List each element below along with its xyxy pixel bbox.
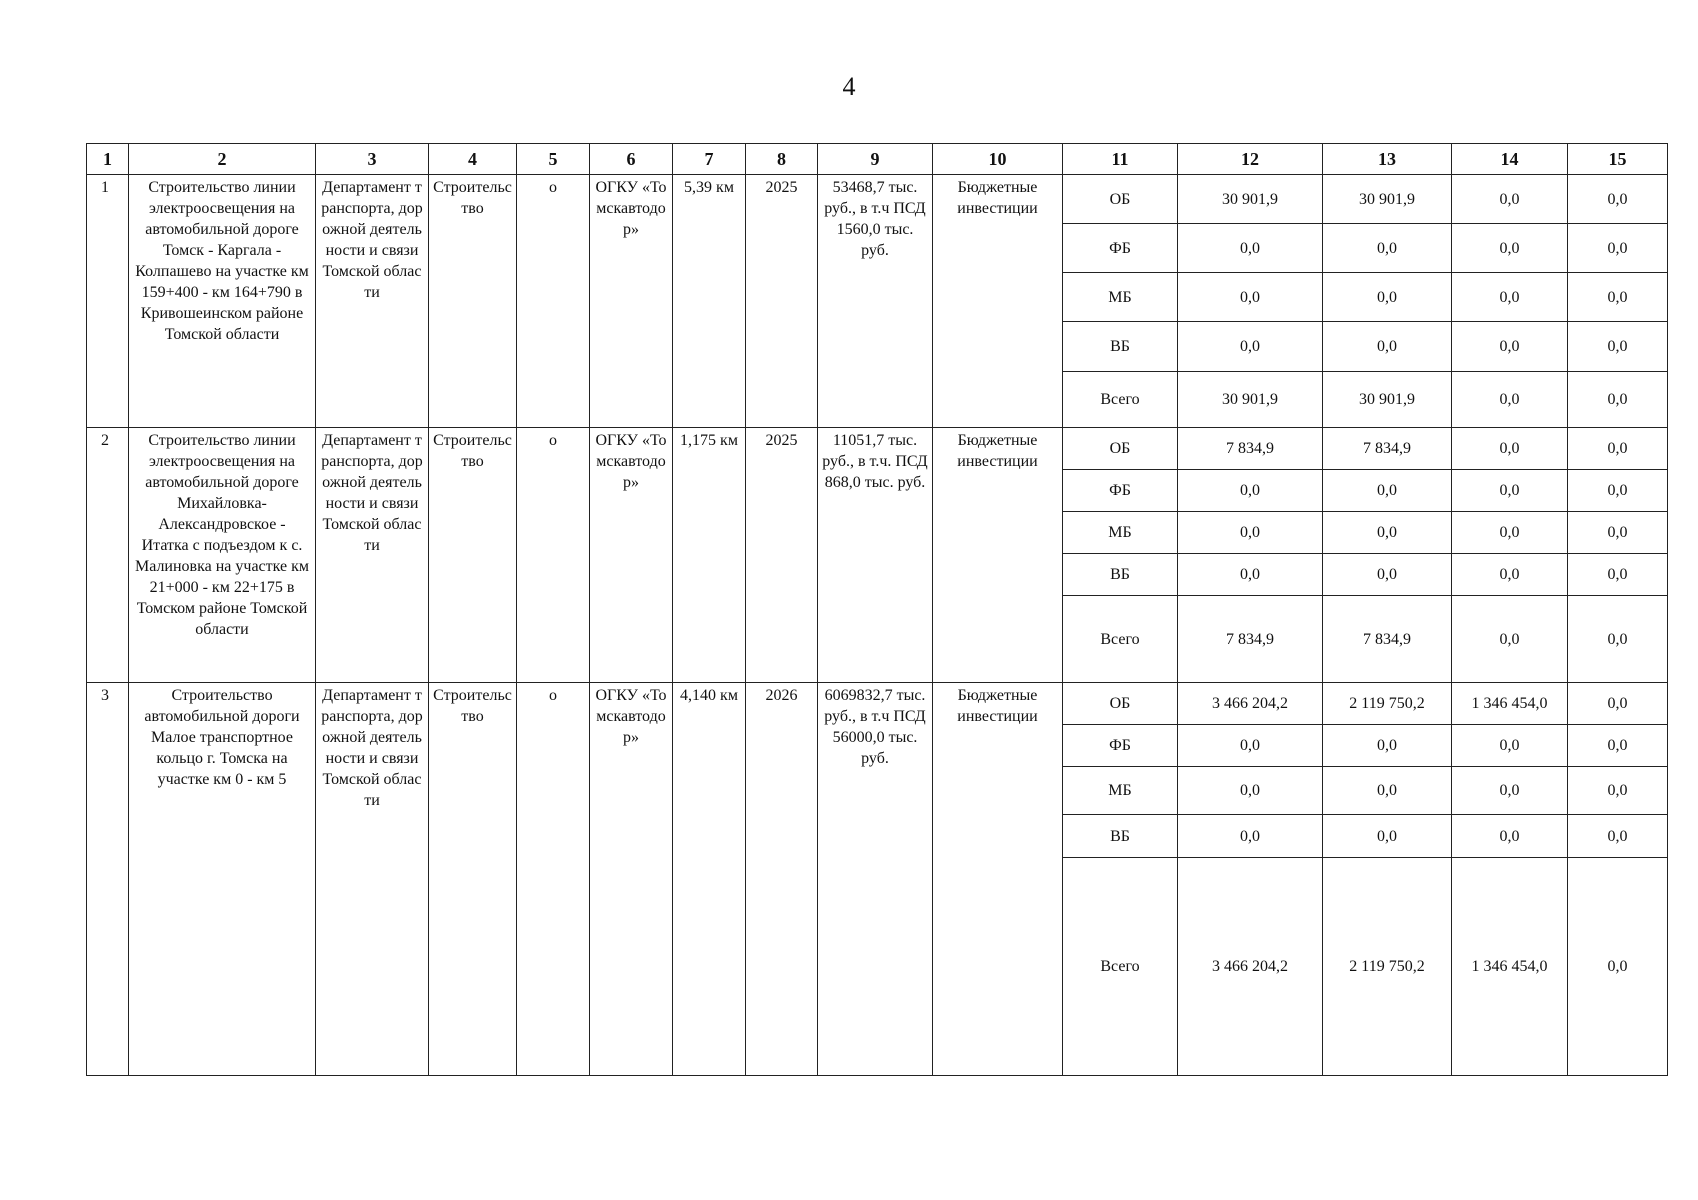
value-cell: 2 119 750,2 <box>1323 858 1452 1076</box>
investment-table <box>86 143 1668 1076</box>
cost: 6069832,7 тыс. руб., в т.ч ПСД 56000,0 тыс. руб. <box>818 683 933 1076</box>
value-cell: 30 901,9 <box>1323 372 1452 428</box>
value-cell: 0,0 <box>1568 428 1668 470</box>
value-cell: 0,0 <box>1323 470 1452 512</box>
table-row <box>87 428 1668 470</box>
col-header: 2 <box>129 144 316 175</box>
value-cell: 0,0 <box>1323 767 1452 815</box>
row-number: 1 <box>87 175 129 428</box>
value-cell: 0,0 <box>1178 273 1323 322</box>
value-cell: 7 834,9 <box>1323 428 1452 470</box>
table-row <box>87 683 1668 725</box>
source-label: ОБ <box>1063 428 1178 470</box>
value-cell: 0,0 <box>1568 512 1668 554</box>
col-header: 10 <box>933 144 1063 175</box>
department: Департамент транспорта, дорожной деятельности и связи Томской области <box>316 175 429 428</box>
value-cell: 0,0 <box>1323 322 1452 372</box>
value-cell: 0,0 <box>1323 725 1452 767</box>
value-cell: 0,0 <box>1178 725 1323 767</box>
value-cell: 0,0 <box>1568 175 1668 224</box>
value-cell: 0,0 <box>1178 322 1323 372</box>
value-cell: 0,0 <box>1568 725 1668 767</box>
col-header: 3 <box>316 144 429 175</box>
value-cell: 0,0 <box>1178 470 1323 512</box>
value-cell: 30 901,9 <box>1323 175 1452 224</box>
year: 2025 <box>746 428 818 683</box>
value-cell: 30 901,9 <box>1178 372 1323 428</box>
value-cell: 0,0 <box>1178 767 1323 815</box>
year: 2025 <box>746 175 818 428</box>
value-cell: 0,0 <box>1178 512 1323 554</box>
col5-value: о <box>517 683 590 1076</box>
value-cell: 0,0 <box>1452 554 1568 596</box>
value-cell: 1 346 454,0 <box>1452 683 1568 725</box>
source-label: ВБ <box>1063 815 1178 858</box>
header-row <box>87 144 1668 175</box>
row-number: 2 <box>87 428 129 683</box>
value-cell: 0,0 <box>1568 767 1668 815</box>
customer: ОГКУ «Томскавтодор» <box>590 683 673 1076</box>
funding-kind: Бюджетные инвестиции <box>933 683 1063 1076</box>
value-cell: 0,0 <box>1568 372 1668 428</box>
col-header: 5 <box>517 144 590 175</box>
source-label: Всего <box>1063 372 1178 428</box>
value-cell: 0,0 <box>1323 512 1452 554</box>
object-name: Строительство автомобильной дороги Малое транспортное кольцо г. Томска на участке км 0 - км 5 <box>129 683 316 1076</box>
col-header: 13 <box>1323 144 1452 175</box>
work-type: Строительство <box>429 428 517 683</box>
source-label: ФБ <box>1063 725 1178 767</box>
value-cell: 7 834,9 <box>1178 428 1323 470</box>
value-cell: 0,0 <box>1568 224 1668 273</box>
value-cell: 0,0 <box>1178 224 1323 273</box>
value-cell: 0,0 <box>1452 224 1568 273</box>
col-header: 8 <box>746 144 818 175</box>
value-cell: 0,0 <box>1452 596 1568 683</box>
work-type: Строительство <box>429 175 517 428</box>
source-label: ОБ <box>1063 683 1178 725</box>
length: 4,140 км <box>673 683 746 1076</box>
value-cell: 0,0 <box>1452 470 1568 512</box>
source-label: ОБ <box>1063 175 1178 224</box>
value-cell: 0,0 <box>1568 815 1668 858</box>
year: 2026 <box>746 683 818 1076</box>
row-number: 3 <box>87 683 129 1076</box>
value-cell: 0,0 <box>1568 273 1668 322</box>
value-cell: 0,0 <box>1568 596 1668 683</box>
value-cell: 0,0 <box>1323 815 1452 858</box>
source-label: МБ <box>1063 273 1178 322</box>
value-cell: 0,0 <box>1178 554 1323 596</box>
value-cell: 0,0 <box>1452 273 1568 322</box>
department: Департамент транспорта, дорожной деятельности и связи Томской области <box>316 683 429 1076</box>
value-cell: 0,0 <box>1323 224 1452 273</box>
value-cell: 0,0 <box>1452 767 1568 815</box>
value-cell: 0,0 <box>1178 815 1323 858</box>
value-cell: 0,0 <box>1323 554 1452 596</box>
value-cell: 0,0 <box>1452 815 1568 858</box>
length: 1,175 км <box>673 428 746 683</box>
col-header: 6 <box>590 144 673 175</box>
value-cell: 7 834,9 <box>1323 596 1452 683</box>
source-label: Всего <box>1063 858 1178 1076</box>
department: Департамент транспорта, дорожной деятельности и связи Томской области <box>316 428 429 683</box>
value-cell: 0,0 <box>1323 273 1452 322</box>
source-label: ВБ <box>1063 322 1178 372</box>
source-label: ФБ <box>1063 470 1178 512</box>
source-label: ВБ <box>1063 554 1178 596</box>
col5-value: о <box>517 428 590 683</box>
source-label: МБ <box>1063 512 1178 554</box>
page-number: 4 <box>842 72 856 101</box>
source-label: Всего <box>1063 596 1178 683</box>
col-header: 1 <box>87 144 129 175</box>
value-cell: 7 834,9 <box>1178 596 1323 683</box>
value-cell: 0,0 <box>1452 725 1568 767</box>
value-cell: 1 346 454,0 <box>1452 858 1568 1076</box>
col-header: 7 <box>673 144 746 175</box>
length: 5,39 км <box>673 175 746 428</box>
funding-kind: Бюджетные инвестиции <box>933 428 1063 683</box>
col-header: 11 <box>1063 144 1178 175</box>
value-cell: 0,0 <box>1568 322 1668 372</box>
customer: ОГКУ «Томскавтодор» <box>590 428 673 683</box>
value-cell: 0,0 <box>1568 858 1668 1076</box>
value-cell: 0,0 <box>1452 175 1568 224</box>
value-cell: 30 901,9 <box>1178 175 1323 224</box>
col5-value: о <box>517 175 590 428</box>
col-header: 4 <box>429 144 517 175</box>
value-cell: 0,0 <box>1568 683 1668 725</box>
col-header: 9 <box>818 144 933 175</box>
value-cell: 0,0 <box>1452 322 1568 372</box>
funding-kind: Бюджетные инвестиции <box>933 175 1063 428</box>
object-name: Строительство линии электроосвещения на автомобильной дороге Михайловка-Александровское - Итатка с подъездом к с. Малиновка на участке км 21+000 - км 22+175 в Томском районе Томской области <box>129 428 316 683</box>
work-type: Строительство <box>429 683 517 1076</box>
source-label: МБ <box>1063 767 1178 815</box>
object-name: Строительство линии электроосвещения на автомобильной дороге Томск - Каргала - Колпашево на участке км 159+400 - км 164+790 в Кривошеинском районе Томской области <box>129 175 316 428</box>
source-label: ФБ <box>1063 224 1178 273</box>
table-row <box>87 175 1668 224</box>
value-cell: 2 119 750,2 <box>1323 683 1452 725</box>
value-cell: 0,0 <box>1452 428 1568 470</box>
col-header: 15 <box>1568 144 1668 175</box>
customer: ОГКУ «Томскавтодор» <box>590 175 673 428</box>
value-cell: 3 466 204,2 <box>1178 683 1323 725</box>
value-cell: 0,0 <box>1452 512 1568 554</box>
value-cell: 0,0 <box>1568 470 1668 512</box>
col-header: 12 <box>1178 144 1323 175</box>
value-cell: 0,0 <box>1452 372 1568 428</box>
cost: 53468,7 тыс. руб., в т.ч ПСД 1560,0 тыс. руб. <box>818 175 933 428</box>
value-cell: 3 466 204,2 <box>1178 858 1323 1076</box>
cost: 11051,7 тыс. руб., в т.ч. ПСД 868,0 тыс. руб. <box>818 428 933 683</box>
col-header: 14 <box>1452 144 1568 175</box>
value-cell: 0,0 <box>1568 554 1668 596</box>
